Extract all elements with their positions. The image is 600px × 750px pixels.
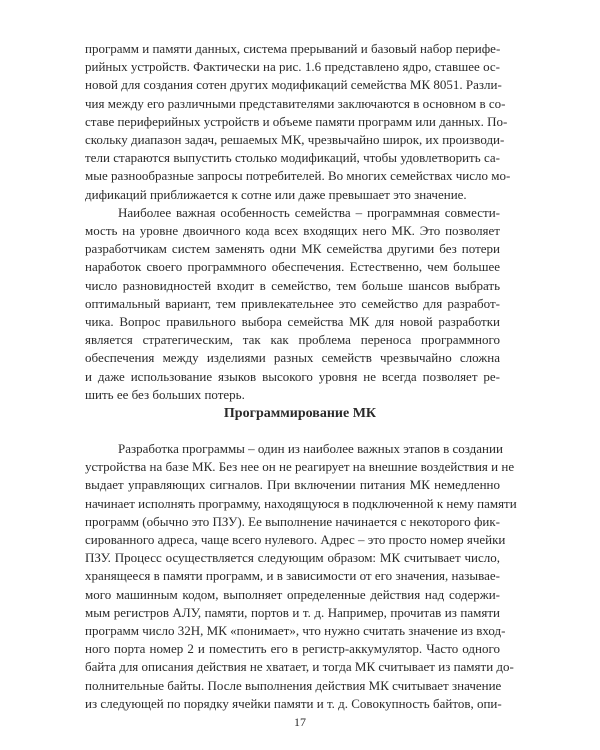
text-line: скольку диапазон задач, решаемых МК, чрезвычайно широк, их производи- bbox=[85, 132, 505, 147]
text-line: устройства на базе МК. Без нее он не реагирует на внешние воздействия и не bbox=[85, 459, 515, 475]
text-line: дификаций приближается к сотне или даже превышает это значение. bbox=[85, 186, 467, 202]
text-line: чика. Вопрос правильного выбора семейства МК для новой разработки bbox=[85, 314, 500, 329]
text-line: чия между его различными представителями заключаются в основном в со- bbox=[85, 95, 506, 111]
text-line: наработок своего программного обеспечения. Естественно, чем большее bbox=[85, 259, 500, 275]
text-line: число разновидностей входит в семейство, тем больше шансов выбрать bbox=[85, 277, 500, 293]
text-line: мость на уровне двоичного кода всех входящих него МК. Это позволяет bbox=[85, 223, 500, 238]
text-line: начинает исполнять программу, находящуюся в подключенной к нему памяти bbox=[85, 495, 517, 511]
text-line: мым регистров АЛУ, памяти, портов и т. д. Например, прочитав из памяти bbox=[85, 604, 500, 620]
text-line: рийных устройств. Фактически на рис. 1.6 представлено ядро, ставшее ос- bbox=[85, 59, 500, 75]
text-line: полнительные байты. После выполнения действия МК считывает значение bbox=[85, 677, 502, 693]
text-line: мые разнообразные запросы потребителей. Во многих семействах число мо- bbox=[85, 168, 511, 184]
text-line: мого машинным кодом, выполняет определенные действия над содержи- bbox=[85, 586, 500, 602]
text-line: выдает управляющих сигналов. При включении питания МК немедленно bbox=[85, 477, 500, 493]
text-line: программ число 32Н, МК «понимает», что нужно считать значение из вход- bbox=[85, 623, 506, 638]
text-line: программ (обычно это ПЗУ). Ее выполнение начинается с некоторого фик- bbox=[85, 513, 500, 529]
text-line: ного порта номер 2 и поместить его в регистр-аккумулятор. Часто одного bbox=[85, 641, 500, 657]
text-line: шить ее без больших потерь. bbox=[85, 386, 245, 402]
text-line: оптимальный вариант, тем привлекательнее это семейство для разработ- bbox=[85, 295, 500, 311]
text-line: обеспечения между изделиями разных семейств чрезвычайно сложна bbox=[85, 350, 500, 366]
text-line: тели стараются выпустить столько модификаций, чтобы удовлетворить са- bbox=[85, 150, 500, 166]
text-line: является стратегическим, так как проблема переноса программного bbox=[85, 332, 500, 348]
text-line: ставе периферийных устройств и объеме памяти программ или данных. По- bbox=[85, 113, 508, 129]
page-number: 17 bbox=[294, 715, 306, 729]
text-line: разработчикам систем заменять одни МК семейства другими без потери bbox=[85, 241, 500, 257]
section-heading: Программирование МК bbox=[223, 406, 377, 421]
text-line: программ и памяти данных, система прерываний и базовый набор перифе- bbox=[85, 41, 501, 56]
text-line: из следующей по порядку ячейки памяти и т. д. Совокупность байтов, опи- bbox=[85, 695, 502, 711]
text-line: и даже использование языков высокого уровня не всегда позволяет ре- bbox=[85, 368, 500, 384]
text-line: хранящееся в памяти программ, и в зависимости от его значения, называе- bbox=[85, 568, 500, 584]
text-line: сированного адреса, чаще всего нулевого. Адрес – это просто номер ячейки bbox=[85, 532, 506, 547]
text-line: Наиболее важная особенность семейства – программная совмести- bbox=[118, 204, 500, 220]
text-line: байта для описания действия не хватает, и тогда МК считывает из памяти до- bbox=[85, 659, 514, 675]
text-line: Разработка программы – один из наиболее важных этапов в создании bbox=[118, 441, 503, 456]
text-line: новой для создания сотен других модификаций семейства МК 8051. Разли- bbox=[85, 77, 502, 93]
text-line: ПЗУ. Процесс осуществляется следующим образом: МК считывает число, bbox=[85, 550, 500, 566]
